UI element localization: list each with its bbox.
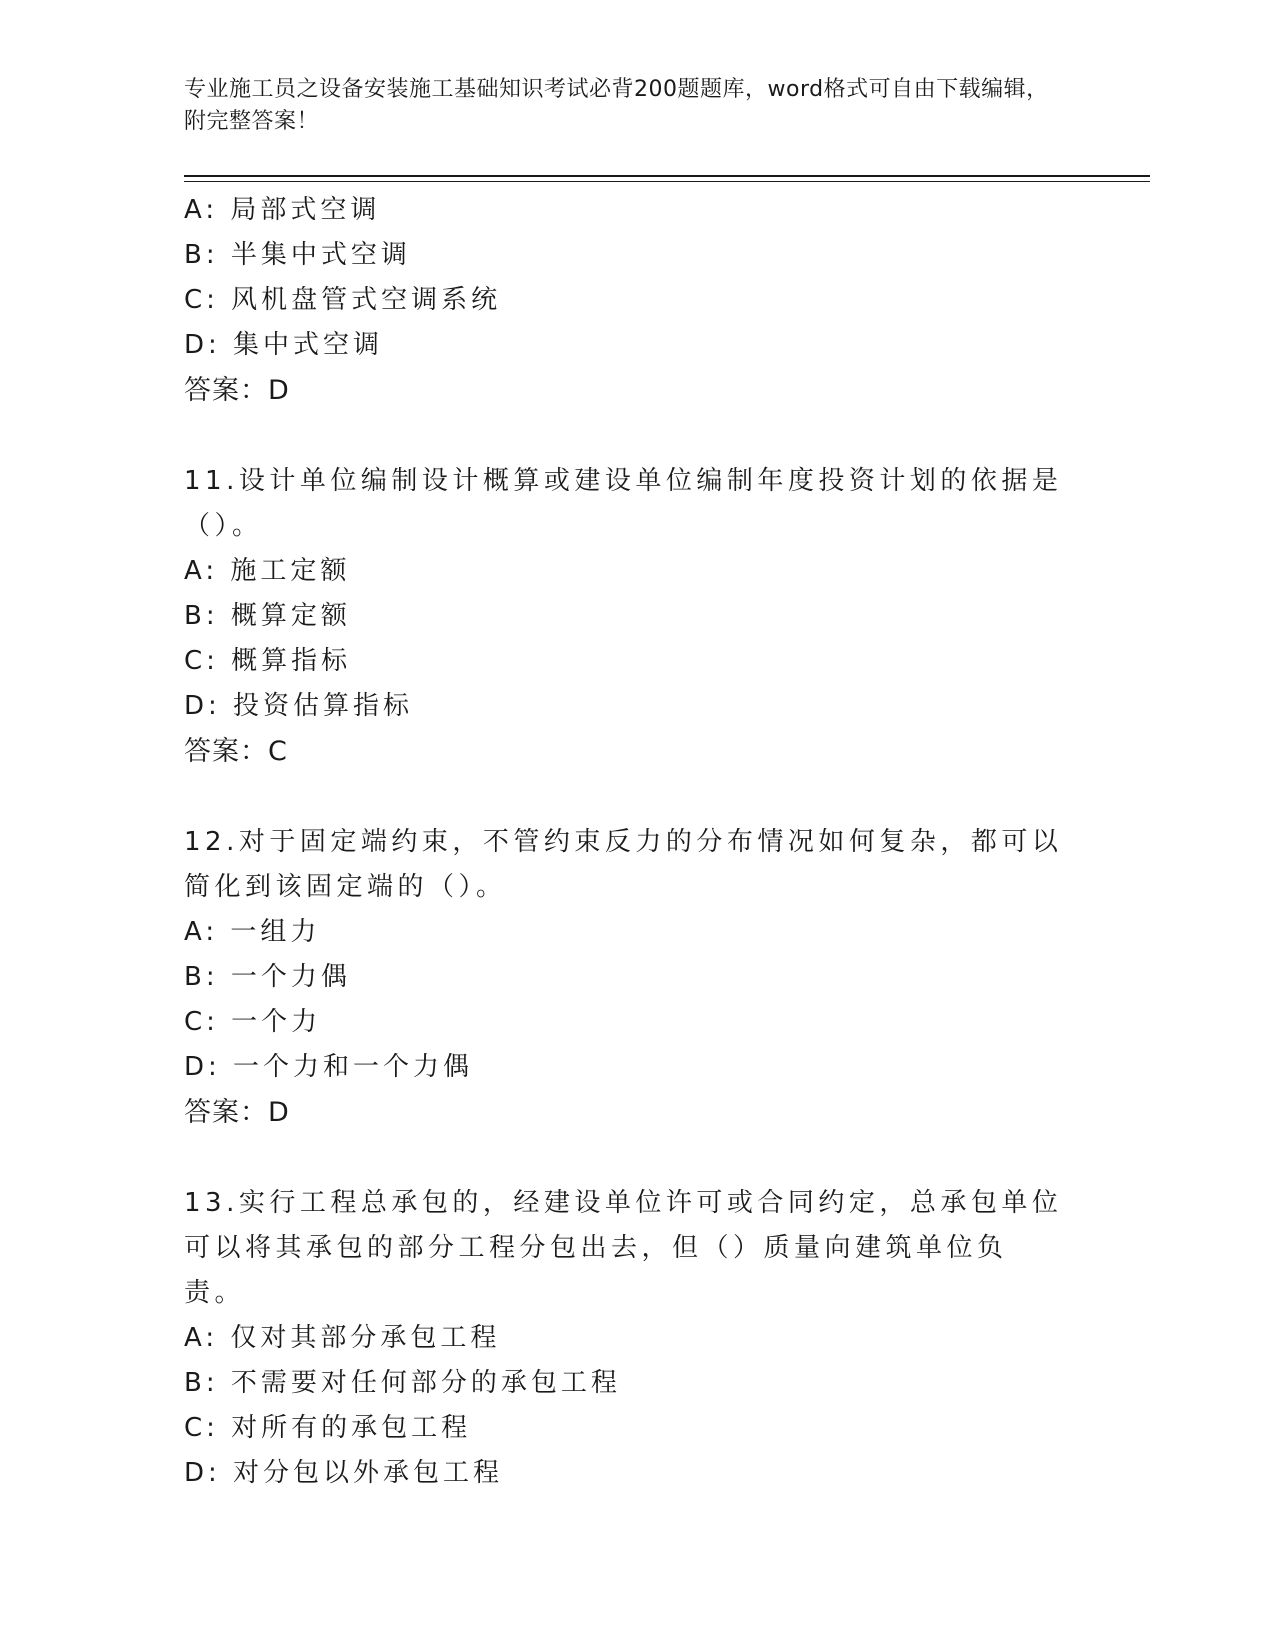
option-b: B: 概算定额	[184, 601, 351, 631]
header-rule-thin	[184, 181, 1150, 182]
header-rule-thick	[184, 175, 1150, 177]
question-text: 13.实行工程总承包的，经建设单位许可或合同约定，总承包单位可以将其承包的部分工程分包出去，但（）质量向建筑单位负责。	[184, 1188, 1063, 1308]
spacer	[184, 414, 1084, 459]
spacer	[184, 1136, 1084, 1181]
answer-line: 答案：D	[184, 375, 290, 406]
option-a: A: 一组力	[184, 917, 321, 947]
question-block-10	[184, 188, 1084, 414]
option-b: B: 一个力偶	[184, 962, 351, 992]
option-c: C: 对所有的承包工程	[184, 1413, 472, 1443]
option-c: C: 一个力	[184, 1007, 322, 1037]
option-c: C: 风机盘管式空调系统	[184, 285, 502, 315]
option-a: A: 局部式空调	[184, 195, 381, 225]
question-text: 11.设计单位编制设计概算或建设单位编制年度投资计划的依据是（）。	[184, 466, 1063, 541]
question-block-13	[184, 1181, 1084, 1496]
answer-line: 答案：C	[184, 736, 288, 767]
option-a: A: 施工定额	[184, 556, 351, 586]
spacer	[184, 775, 1084, 820]
option-d: D: 对分包以外承包工程	[184, 1458, 504, 1488]
option-b: B: 半集中式空调	[184, 240, 411, 270]
option-c: C: 概算指标	[184, 646, 352, 676]
question-list	[184, 188, 1084, 1496]
option-d: D: 集中式空调	[184, 330, 384, 360]
option-d: D: 投资估算指标	[184, 691, 414, 721]
question-block-12	[184, 820, 1084, 1136]
question-block-11	[184, 459, 1084, 775]
option-b: B: 不需要对任何部分的承包工程	[184, 1368, 621, 1398]
answer-line: 答案：D	[184, 1097, 290, 1128]
option-a: A: 仅对其部分承包工程	[184, 1323, 501, 1353]
question-text: 12.对于固定端约束，不管约束反力的分布情况如何复杂，都可以简化到该固定端的（）。	[184, 827, 1063, 902]
document-header: 专业施工员之设备安装施工基础知识考试必背200题题库，word格式可自由下载编辑，附完整答案！	[184, 77, 1049, 134]
option-d: D: 一个力和一个力偶	[184, 1052, 474, 1082]
